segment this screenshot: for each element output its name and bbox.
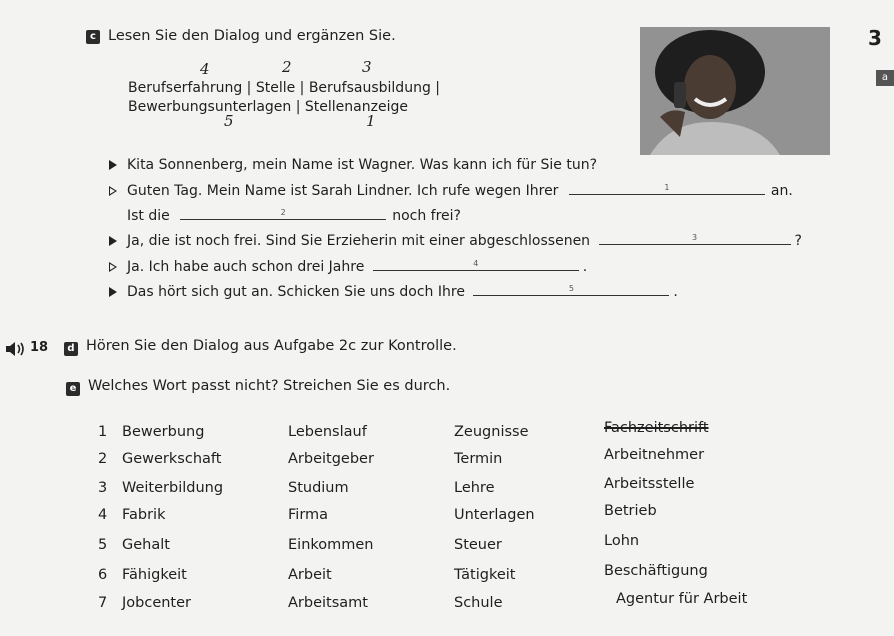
word-bank-line-2: Bewerbungsunterlagen | Stellenanzeige [128, 99, 408, 115]
dialog-text: . [673, 284, 678, 300]
dialog-text: Guten Tag. Mein Name ist Sarah Lindner. Ich rufe wegen Ihrer [127, 183, 559, 199]
word-option[interactable]: Unterlagen [454, 507, 535, 523]
row-number: 5 [98, 537, 108, 553]
speaker-a-marker [109, 160, 117, 170]
word-option[interactable]: Beschäftigung [604, 563, 708, 579]
row-number: 3 [98, 480, 108, 496]
task-d-instruction: Hören Sie den Dialog aus Aufgabe 2c zur Kontrolle. [86, 338, 457, 354]
dialog-line [109, 259, 587, 275]
row-number: 1 [98, 424, 108, 440]
word-option[interactable]: Bewerbung [122, 424, 205, 440]
handwritten-number: 3 [362, 58, 372, 76]
row-number: 6 [98, 567, 108, 583]
word-option[interactable]: Studium [288, 480, 349, 496]
audio-track-number: 18 [30, 340, 49, 355]
handwritten-number: 5 [224, 112, 234, 130]
word-option[interactable]: Arbeitnehmer [604, 447, 705, 463]
word-option[interactable]: Weiterbildung [122, 480, 224, 496]
woman-on-phone-photo [640, 27, 830, 155]
blank-number: 4 [473, 259, 479, 268]
blank-number: 3 [691, 233, 698, 242]
word-option[interactable]: Arbeit [288, 567, 332, 583]
speaker-b-marker [109, 186, 117, 196]
word-option[interactable]: Fähigkeit [122, 567, 187, 583]
word-bank-line-1: Berufserfahrung | Stelle | Berufsausbildung | [128, 80, 440, 96]
dialog-text: ? [794, 233, 802, 249]
dialog-text: Kita Sonnenberg, mein Name ist Wagner. Was kann ich für Sie tun? [127, 157, 598, 173]
dialog-line [109, 157, 597, 173]
word-option[interactable]: Arbeitsstelle [604, 476, 695, 492]
answer-blank[interactable] [473, 284, 669, 296]
dialog-line [127, 208, 461, 224]
blank-number: 5 [568, 284, 574, 293]
word-option[interactable]: Agentur für Arbeit [616, 591, 748, 607]
speaker-b-marker [109, 262, 117, 272]
word-option[interactable]: Steuer [454, 537, 502, 553]
row-number: 7 [98, 595, 108, 611]
task-e-badge: e [66, 382, 80, 396]
word-option[interactable]: Betrieb [604, 503, 657, 519]
handwritten-number: 1 [366, 112, 376, 130]
speaker-a-marker [109, 236, 117, 246]
answer-blank[interactable] [180, 208, 386, 220]
dialog-text: . [582, 259, 588, 275]
blank-number: 1 [664, 183, 670, 192]
task-e-instruction: Welches Wort passt nicht? Streichen Sie es durch. [88, 378, 451, 394]
dialog-line [109, 284, 678, 300]
word-option[interactable]: Lehre [454, 480, 495, 496]
handwritten-number: 4 [200, 60, 210, 78]
dialog-line [109, 233, 802, 249]
word-option[interactable]: Lohn [604, 533, 640, 549]
answer-blank[interactable] [569, 183, 765, 195]
word-option[interactable]: Arbeitgeber [288, 451, 374, 467]
dialog-text: Ist die [127, 208, 170, 224]
answer-blank[interactable] [373, 259, 579, 271]
task-c-badge: c [86, 30, 100, 44]
word-option[interactable]: Schule [454, 595, 503, 611]
task-d-badge: d [64, 342, 78, 356]
speaker-a-marker [109, 287, 117, 297]
side-letter-badge: a [876, 70, 894, 86]
word-option[interactable]: Fabrik [122, 507, 166, 523]
dialog-text: Ja, die ist noch frei. Sind Sie Erzieherin mit einer abgeschlossenen [127, 233, 591, 249]
word-option[interactable]: Gewerkschaft [122, 451, 222, 467]
word-option[interactable]: Lebenslauf [288, 424, 367, 440]
page-number: 3 [868, 26, 882, 50]
row-number: 2 [98, 451, 108, 467]
dialog-text: Das hört sich gut an. Schicken Sie uns doch Ihre [127, 284, 465, 300]
row-number: 4 [98, 507, 108, 523]
word-option[interactable]: Einkommen [288, 537, 374, 553]
blank-number: 2 [280, 208, 286, 217]
word-option[interactable]: Termin [454, 451, 503, 467]
answer-blank[interactable] [599, 233, 791, 245]
audio-icon[interactable] [4, 340, 26, 362]
dialog-text: an. [770, 183, 793, 199]
handwritten-number: 2 [282, 58, 292, 76]
word-option[interactable]: Firma [288, 507, 329, 523]
word-option[interactable]: Jobcenter [122, 595, 192, 611]
struck-word[interactable]: Fachzeitschrift [604, 420, 709, 436]
dialog-line [109, 183, 793, 199]
task-c-instruction: Lesen Sie den Dialog und ergänzen Sie. [108, 28, 396, 44]
word-option[interactable]: Zeugnisse [454, 424, 529, 440]
word-option[interactable]: Tätigkeit [454, 567, 516, 583]
word-option[interactable]: Arbeitsamt [288, 595, 368, 611]
dialog-text: Ja. Ich habe auch schon drei Jahre [127, 259, 365, 275]
dialog-text: noch frei? [392, 208, 461, 224]
word-option[interactable]: Gehalt [122, 537, 170, 553]
